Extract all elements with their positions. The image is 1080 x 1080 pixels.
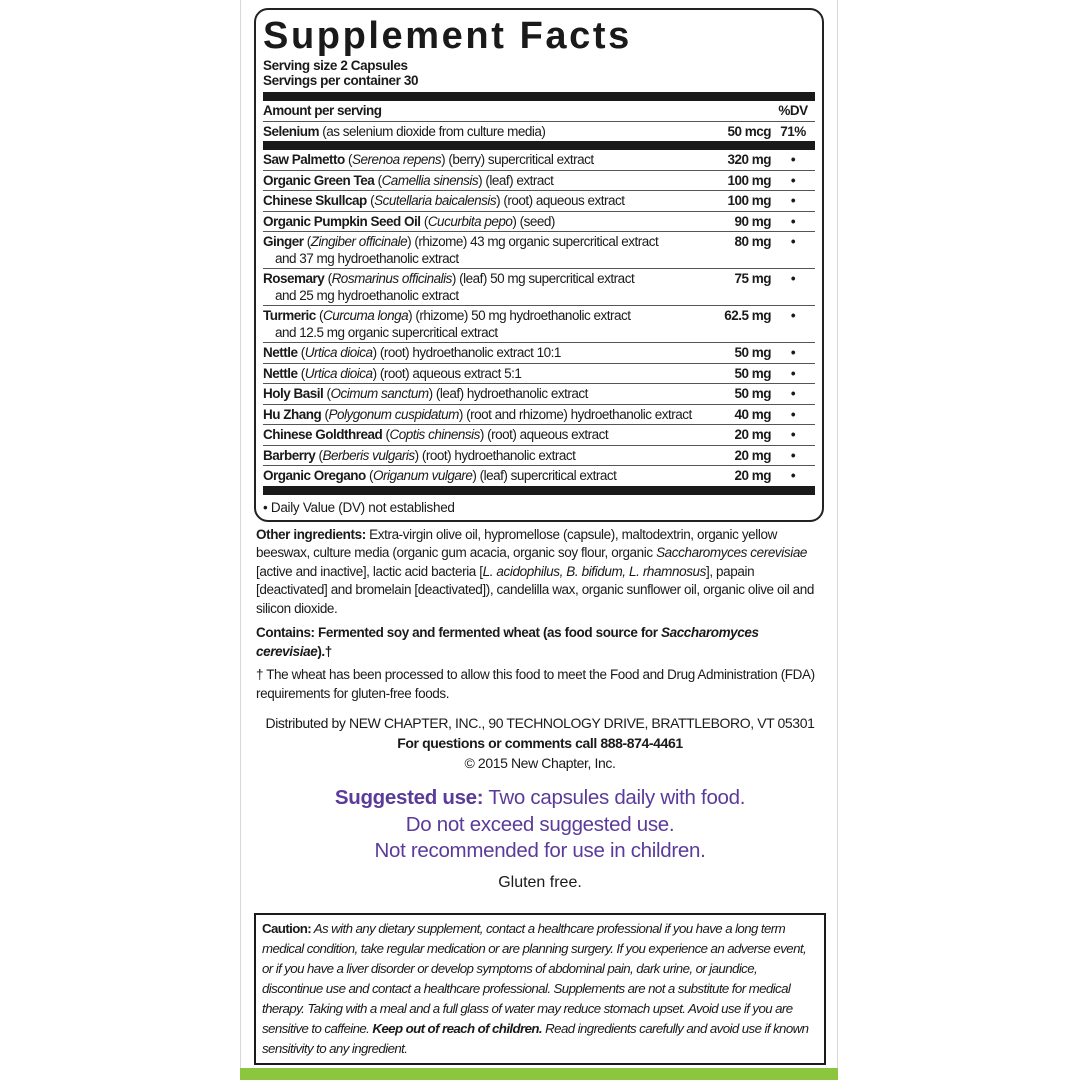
ingredient-dv: •	[790, 193, 796, 208]
ingredient-dv: •	[790, 152, 796, 167]
text-segment: As with any dietary supplement, contact a healthcare professional if you have a long term medical condition, take regular medication or are planning surgery. If you experience an adverse event, or if you have a liver disorder or develop symptoms of abdominal pain, dark urine, or jaundice, discontinue use and contact a healthcare professional. Supplements are not a substitute for medical therapy. Taking with a meal and a full glass of water may reduce stomach upset. Avoid use if you are sensitive to caffeine.	[262, 920, 807, 1036]
ingredient-name: Barberry	[263, 447, 316, 463]
serving-size: Serving size 2 Capsules	[263, 58, 408, 73]
ingredient-amount: 40 mg	[734, 406, 771, 422]
gluten-free: Gluten free.	[498, 873, 582, 891]
ingredient-amount: 75 mg	[734, 271, 771, 286]
ingredient-extract: (leaf) extract	[485, 172, 554, 188]
caution-box	[254, 913, 826, 1065]
distributor-block	[254, 713, 826, 773]
thick-divider	[263, 92, 815, 101]
ingredient-dv: •	[790, 447, 796, 463]
ingredient-name: Saw Palmetto	[263, 152, 345, 167]
ingredient-row	[263, 446, 815, 467]
ingredient-amount: 62.5 mg	[724, 308, 771, 323]
text-segment: Extra-virgin olive oil, hypromellose (capsule), maltodextrin, organic yellow beeswax, culture media (organic gum acacia, organic soy flour, organic	[256, 526, 777, 560]
ingredient-row	[263, 269, 815, 306]
servings-per-container: Servings per container 30	[263, 73, 419, 88]
ingredient-latin-name: ( Zingiber officinale )	[307, 234, 411, 249]
ingredient-description	[263, 366, 699, 383]
ingredient-amount: 20 mg	[734, 427, 771, 442]
text-segment: Read ingredients carefully and avoid use if known sensitivity to any ingredient.	[262, 1020, 809, 1056]
ingredient-latin-name: ( Origanum vulgare )	[369, 468, 476, 483]
ingredient-latin-name: ( Ocimum sanctum )	[327, 386, 433, 401]
ingredient-name: Ginger	[263, 234, 304, 249]
facts-title: Supplement Facts	[263, 15, 632, 57]
ingredient-row	[263, 191, 815, 212]
dagger-note: † The wheat has been processed to allow this food to meet the Food and Drug Administration (FDA) requirements for gluten-free foods.	[256, 667, 815, 701]
ingredient-row	[263, 425, 815, 446]
ingredient-extract: (berry) supercritical extract	[448, 152, 594, 167]
ingredient-extract-line2: and 37 mg hydroethanolic extract	[275, 250, 459, 266]
ingredient-dv: •	[790, 468, 796, 483]
ingredient-latin-name: ( Curcuma longa )	[319, 308, 412, 323]
text-segment: ).†	[317, 643, 332, 659]
ingredient-name: Nettle	[263, 365, 298, 381]
text-segment: Keep out of reach of children.	[372, 1020, 543, 1036]
ingredient-name: Chinese Skullcap	[263, 193, 367, 208]
ingredient-dv: •	[790, 172, 796, 188]
ingredient-latin-name: ( Scutellaria baicalensis )	[370, 193, 500, 208]
ingredient-latin-name: ( Coptis chinensis )	[386, 427, 484, 442]
ingredient-description	[263, 427, 699, 444]
ingredient-amount: 50 mg	[734, 365, 771, 381]
ingredient-row	[263, 343, 815, 364]
ingredient-latin-name: ( Rosmarinus officinalis )	[328, 271, 456, 286]
ingredient-amount: 50 mg	[734, 386, 771, 401]
ingredient-dv: •	[790, 308, 796, 323]
label-content	[254, 8, 826, 1065]
ingredient-extract: (root) aqueous extract	[503, 193, 625, 208]
ingredient-dv: •	[790, 427, 796, 442]
ingredient-row	[263, 466, 815, 486]
text-segment: Caution:	[262, 920, 312, 936]
suggested-use-block	[254, 785, 826, 865]
text-segment: Saccharomyces cerevisiae	[656, 545, 808, 560]
ingredient-extract-line2: and 12.5 mg organic supercritical extract	[275, 324, 498, 340]
ingredient-latin-name: ( Camellia sinensis )	[378, 173, 483, 188]
ingredient-amount: 20 mg	[734, 468, 771, 483]
ingredient-row	[263, 364, 815, 385]
ingredient-extract: (root) hydroethanolic extract 10:1	[379, 345, 561, 360]
other-ingredients	[254, 526, 826, 619]
ingredient-dv: •	[790, 213, 796, 229]
ingredient-latin-name: ( Urtica dioica )	[301, 366, 377, 381]
ingredient-extract: (rhizome) 43 mg organic supercritical extract	[414, 234, 659, 249]
ingredient-name: Hu Zhang	[263, 406, 322, 422]
thick-divider	[263, 141, 815, 150]
ingredient-extract: (root and rhizome) hydroethanolic extract	[466, 406, 692, 422]
ingredient-name: Organic Pumpkin Seed Oil	[263, 213, 421, 229]
ingredient-row	[263, 150, 815, 171]
do-not-exceed: Do not exceed suggested use.	[405, 812, 675, 836]
amount-per-serving-label: Amount per serving	[263, 103, 382, 118]
ingredient-row	[263, 212, 815, 233]
ingredient-amount: 50 mg	[734, 345, 771, 360]
ingredient-name: Rosemary	[263, 271, 325, 286]
text-segment: L. acidophilus, B. bifidum, L. rhamnosus	[482, 563, 706, 579]
ingredient-description	[263, 448, 699, 465]
ingredient-name: Turmeric	[263, 308, 316, 323]
text-segment: ], papain [deactivated] and bromelain [deactivated]), candelilla wax, organic sunflower oil, organic olive oil and silicon dioxide.	[256, 563, 814, 616]
amount-header-row	[263, 101, 815, 122]
ingredient-name: Holy Basil	[263, 386, 324, 401]
distributor-text: Distributed by NEW CHAPTER, INC., 90 TECHNOLOGY DRIVE, BRATTLEBORO, VT 05301	[265, 715, 815, 731]
questions-phone: For questions or comments call 888-874-4461	[397, 735, 683, 751]
text-segment: Contains: Fermented soy and fermented wheat (as food source for	[256, 625, 661, 640]
ingredient-row	[263, 171, 815, 192]
supplement-facts-box	[254, 8, 824, 522]
selenium-name: Selenium	[263, 123, 320, 139]
ingredient-latin-name: ( Serenoa repens )	[348, 152, 445, 167]
ingredient-dv: •	[790, 345, 796, 360]
ingredient-description	[263, 271, 699, 304]
green-bar	[240, 1068, 838, 1080]
ingredient-description	[263, 214, 699, 231]
ingredient-dv: •	[790, 406, 796, 422]
ingredient-extract: (rhizome) 50 mg hydroethanolic extract	[415, 308, 631, 323]
ingredient-name: Organic Oregano	[263, 468, 366, 483]
ingredient-amount: 90 mg	[734, 213, 771, 229]
ingredient-row	[263, 232, 815, 269]
text-segment: Saccharomyces cerevisiae	[256, 625, 759, 659]
ingredient-description	[263, 345, 699, 362]
ingredient-description	[263, 468, 699, 485]
ingredient-description	[263, 173, 699, 190]
text-segment: [active and inactive], lactic acid bacteria [	[256, 563, 483, 579]
suggested-use-text: Two capsules daily with food.	[483, 786, 746, 809]
ingredient-name: Chinese Goldthread	[263, 427, 383, 442]
ingredient-row	[263, 306, 815, 343]
ingredient-description	[263, 308, 699, 341]
ingredient-extract: (leaf) hydroethanolic extract	[435, 386, 588, 401]
dv-footnote: • Daily Value (DV) not established	[263, 499, 455, 515]
ingredient-amount: 20 mg	[734, 447, 771, 463]
ingredient-extract: (root) aqueous extract	[487, 427, 609, 442]
ingredient-extract-line2: and 25 mg hydroethanolic extract	[275, 287, 459, 303]
not-for-children: Not recommended for use in children.	[374, 839, 706, 862]
suggested-use-label: Suggested use:	[334, 786, 484, 809]
ingredient-description	[263, 193, 699, 210]
ingredient-row	[263, 405, 815, 426]
ingredient-description	[263, 234, 699, 267]
copyright: © 2015 New Chapter, Inc.	[464, 755, 616, 771]
ingredient-extract: (leaf) 50 mg supercritical extract	[459, 271, 635, 286]
ingredient-description	[263, 386, 699, 403]
ingredient-name: Organic Green Tea	[263, 172, 375, 188]
dv-header: %DV	[778, 103, 808, 118]
ingredient-list	[263, 150, 815, 486]
ingredient-description	[263, 407, 699, 424]
ingredient-latin-name: ( Urtica dioica )	[301, 345, 377, 360]
ingredient-name: Nettle	[263, 345, 298, 360]
selenium-amount: 50 mcg	[727, 123, 771, 139]
thick-divider	[263, 486, 815, 495]
ingredient-latin-name: ( Berberis vulgaris )	[319, 448, 419, 463]
ingredient-amount: 320 mg	[727, 152, 771, 167]
ingredient-dv: •	[790, 234, 796, 249]
ingredient-amount: 100 mg	[727, 193, 771, 208]
ingredient-amount: 80 mg	[734, 234, 771, 249]
ingredient-extract: (root) aqueous extract 5:1	[379, 365, 522, 381]
selenium-dv: 71%	[780, 123, 806, 139]
ingredient-amount: 100 mg	[727, 172, 771, 188]
text-segment: Other ingredients:	[256, 526, 366, 542]
ingredient-row	[263, 384, 815, 405]
ingredient-dv: •	[790, 365, 796, 381]
ingredient-latin-name: ( Polygonum cuspidatum )	[325, 407, 463, 422]
ingredient-dv: •	[790, 386, 796, 401]
selenium-row	[263, 122, 815, 142]
ingredient-description	[263, 152, 699, 169]
ingredient-latin-name: ( Cucurbita pepo )	[424, 214, 517, 229]
selenium-desc: (as selenium dioxide from culture media)	[322, 123, 546, 139]
ingredient-extract: (seed)	[519, 213, 555, 229]
ingredient-dv: •	[790, 271, 796, 286]
ingredient-extract: (leaf) supercritical extract	[479, 468, 617, 483]
contains-statement	[254, 624, 826, 661]
ingredient-extract: (root) hydroethanolic extract	[421, 447, 576, 463]
